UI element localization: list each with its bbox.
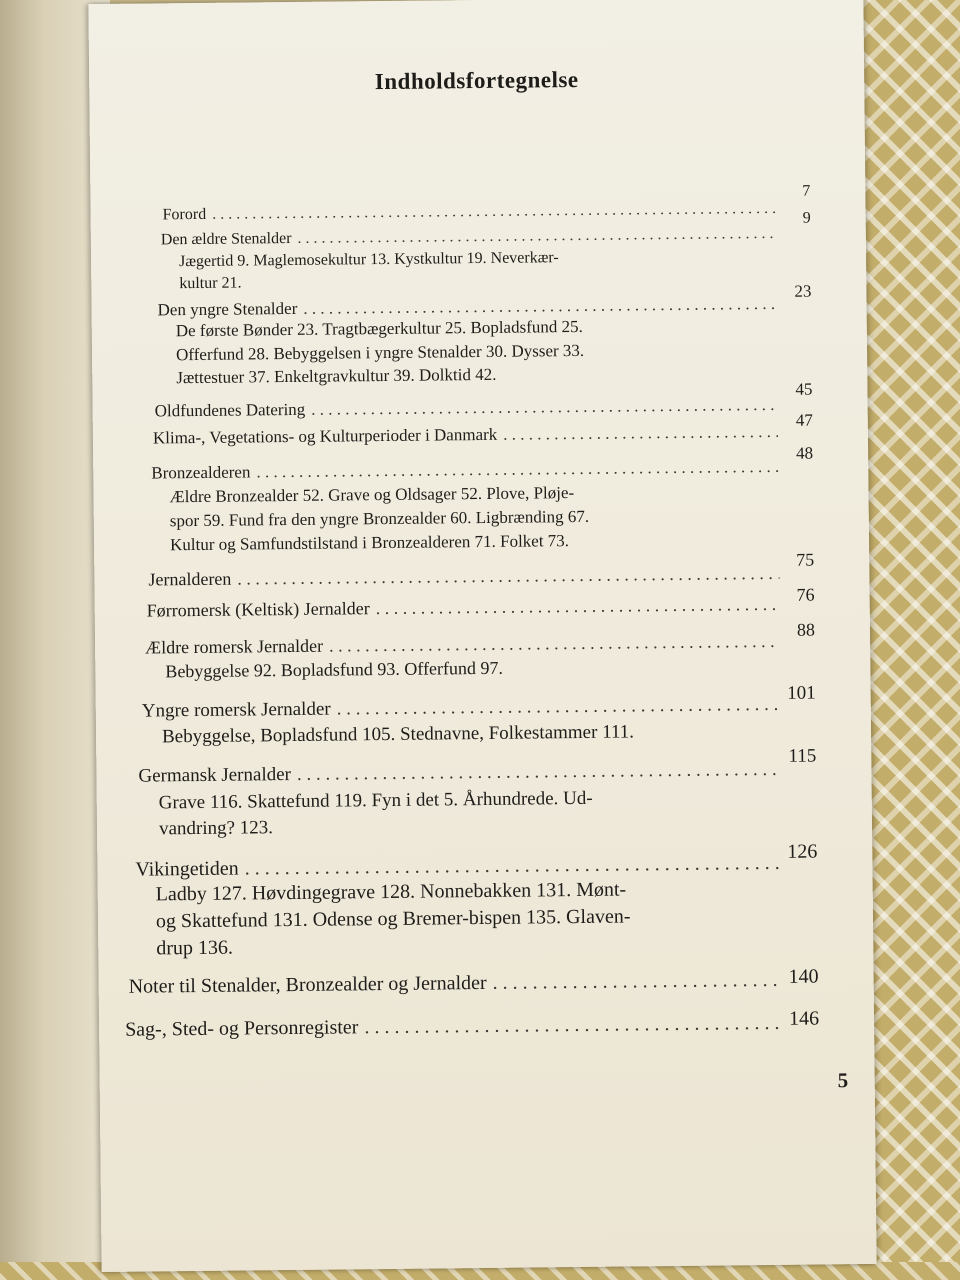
toc-subentry-line: Jægertid 9. Maglemosekultur 13. Kystkultur 19. Neverkær- (178, 249, 559, 271)
dot-leader (503, 422, 778, 445)
dot-leader (364, 1012, 784, 1039)
toc-entry (142, 694, 781, 723)
toc-entry-label: Oldfundenes Datering (154, 399, 306, 421)
toc-entry-label: Klima-, Vegetations- og Kulturperioder i Danmark (152, 424, 498, 448)
toc-entry (138, 759, 781, 788)
dot-leader (297, 759, 782, 786)
dot-leader (376, 594, 780, 619)
toc-page-number: 9 (802, 209, 811, 227)
toc-entry (148, 563, 779, 591)
toc-entry-label: Sag-, Sted- og Personregister (125, 1016, 359, 1041)
toc-page-number: 140 (788, 965, 819, 988)
toc-entry-label: Germansk Jernalder (138, 764, 292, 787)
toc-entry (155, 395, 778, 422)
toc-subentry-line: Offerfund 28. Bebyggelsen i yngre Stenalder 30. Dysser 33. (175, 340, 585, 365)
toc-subentry-line: spor 59. Fund fra den yngre Bronzealder 60. Ligbrænding 67. (169, 506, 590, 531)
book-page (88, 0, 876, 1272)
toc-page-number: 23 (794, 281, 812, 301)
toc-entry-label: Den ældre Stenalder (160, 229, 292, 249)
toc-subentry-line: Ældre Bronzealder 52. Grave og Oldsager 52. Plove, Pløje- (169, 483, 575, 507)
toc-entry (147, 594, 780, 622)
toc-page-number: 75 (796, 549, 815, 570)
toc-subentry-line: drup 136. (156, 936, 234, 960)
toc-entry-label: Bronzealderen (151, 462, 251, 483)
dot-leader (245, 852, 783, 881)
toc-entry-label: Den yngre Stenalder (157, 298, 298, 320)
toc-entry-label: Ældre romersk Jernalder (145, 635, 324, 658)
toc-subentry-line: De første Bønder 23. Tragtbægerkultur 25. Bopladsfund 25. (175, 316, 583, 341)
toc-entry (161, 225, 776, 249)
toc-entry-label: Noter til Stenalder, Bronzealder og Jernalder (128, 971, 487, 998)
dot-leader (297, 225, 776, 248)
toc-page-number: 7 (802, 182, 811, 200)
toc-entry (145, 631, 780, 659)
toc-subentry-line: og Skattefund 131. Odense og Bremer-bispen 135. Glaven- (155, 905, 631, 933)
toc-entry (135, 852, 782, 882)
toc-entry-label: Forord (162, 205, 207, 224)
toc-subentry-line: kultur 21. (179, 274, 242, 293)
toc-entry (157, 294, 776, 320)
dot-leader (303, 294, 776, 319)
toc-page-number: 47 (795, 410, 813, 430)
page-title: Indholdsfortegnelse (374, 66, 579, 95)
toc-subentry-line: Ladby 127. Høvdingegrave 128. Nonnebakken 131. Mønt- (155, 878, 627, 906)
toc-entry (163, 200, 776, 224)
table-of-contents (88, 0, 876, 1272)
toc-page-number: 88 (796, 619, 816, 640)
dot-leader (311, 395, 778, 420)
toc-entry-label: Vikingetiden (135, 857, 239, 881)
toc-entry-label: Førromersk (Keltisk) Jernalder (146, 598, 370, 621)
toc-entry-label: Yngre romersk Jernalder (141, 698, 331, 722)
toc-subentry-line: Jættestuer 37. Enkeltgravkultur 39. Dolktid 42. (176, 364, 497, 388)
toc-entry (129, 969, 784, 999)
dot-leader (329, 631, 780, 657)
toc-subentry-line: vandring? 123. (158, 817, 274, 840)
toc-page-number: 48 (796, 443, 814, 463)
page-number: 5 (837, 1068, 849, 1093)
toc-page-number: 126 (787, 840, 818, 863)
toc-entry (153, 422, 778, 449)
dot-leader (256, 457, 778, 482)
dot-leader (237, 563, 779, 590)
toc-subentry-line: Bebyggelse, Bopladsfund 105. Stednavne, Folkestammer 111. (161, 721, 635, 748)
toc-page-number: 146 (788, 1007, 820, 1030)
toc-entry (125, 1012, 784, 1042)
toc-page-number: 101 (787, 682, 816, 704)
toc-entry-label: Jernalderen (148, 568, 232, 590)
toc-page-number: 115 (788, 745, 817, 767)
toc-page-number: 76 (796, 584, 815, 605)
dot-leader (212, 200, 776, 224)
toc-subentry-line: Grave 116. Skattefund 119. Fyn i det 5. Århundrede. Ud- (158, 787, 593, 814)
toc-page-number: 45 (795, 379, 813, 399)
toc-entry (151, 457, 778, 484)
dot-leader (492, 969, 783, 995)
toc-subentry-line: Bebyggelse 92. Bopladsfund 93. Offerfund 97. (165, 657, 504, 682)
dot-leader (337, 694, 781, 721)
toc-subentry-line: Kultur og Samfundstilstand i Bronzealderen 71. Folket 73. (169, 531, 570, 555)
